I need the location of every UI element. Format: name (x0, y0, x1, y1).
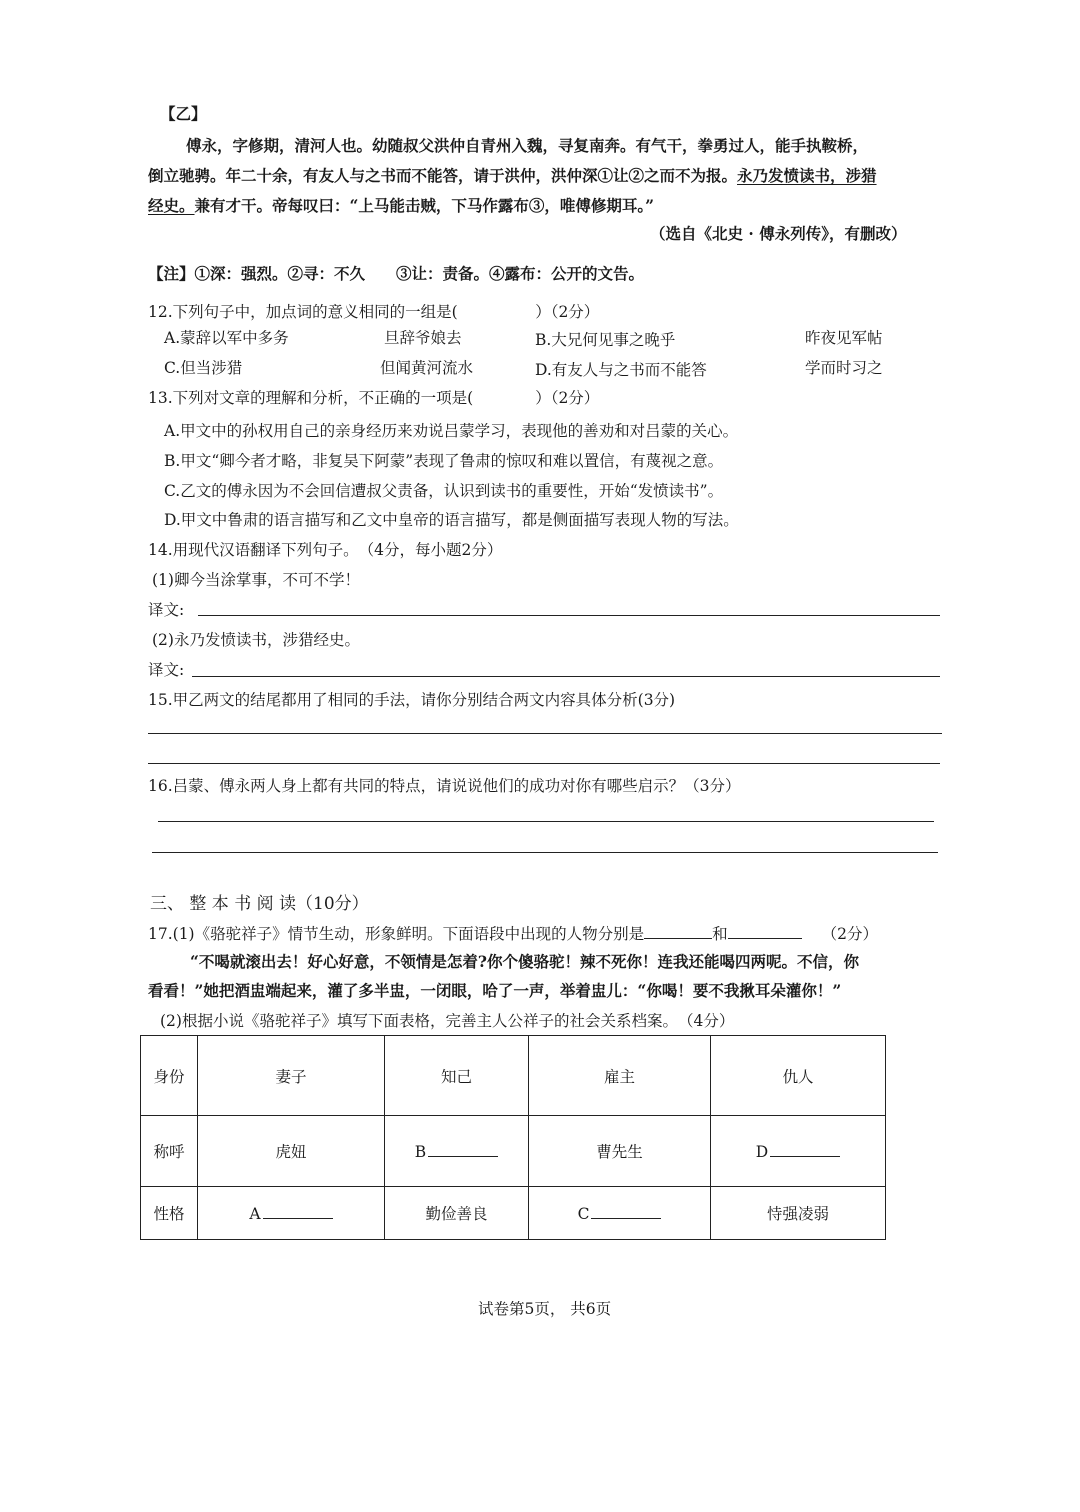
q14-stem: 14.用现代汉语翻译下列句子。 （4分，每小题2分） (148, 541, 503, 559)
q14-sentence-1: (1)卿今当涂掌事，不可不学！ (152, 571, 360, 589)
table-row-identity (141, 1036, 886, 1116)
passage-underlined-1: 永乃发愤读书，涉猎 (737, 166, 877, 185)
q15-answer-line-1[interactable] (148, 733, 942, 734)
q12-option-a-compare: 旦辞爷娘去 (384, 329, 462, 347)
q14-answer-line-2[interactable] (192, 676, 940, 677)
table-cell-a[interactable] (198, 1187, 385, 1240)
table-cell: 勤俭善良 (385, 1187, 529, 1240)
q17-part1-text: 17.(1)《骆驼祥子》情节生动，形象鲜明。下面语段中出现的人物分别是 (148, 925, 645, 943)
q15-stem: 15.甲乙两文的结尾都用了相同的手法，请你分别结合两文内容具体分析(3分) (148, 691, 676, 709)
passage-line-1: 傅永，字修期，清河人也。幼随叔父洪仲自青州入魏，寻复南奔。有气干，拳勇过人，能手执鞍桥， (186, 136, 869, 155)
q12-option-d: D.有友人与之书而不能答 (535, 361, 707, 379)
q12-option-b-compare: 昨夜见军帖 (805, 329, 883, 347)
q17-blank-1[interactable] (644, 922, 712, 939)
blank-line-d[interactable] (770, 1141, 840, 1157)
q17-part1-score: （2分） (821, 925, 878, 943)
section-yi-heading: 【乙】 (160, 104, 207, 123)
blank-label-a: A (249, 1205, 261, 1223)
table-cell: 虎妞 (198, 1116, 385, 1187)
table-cell: 恃强凌弱 (711, 1187, 886, 1240)
blank-line-b[interactable] (428, 1141, 498, 1157)
table-cell: 曹先生 (529, 1116, 711, 1187)
q17-quote-line-2: 看看！”她把酒盅端起来，灌了多半盅，一闭眼，哈了一声，举着盅儿：“你喝！要不我揪耳朵灌你！” (148, 981, 842, 1000)
q14-answer-line-1[interactable] (198, 615, 940, 616)
q12-option-c-compare: 但闻黄河流水 (380, 359, 474, 377)
blank-label-b: B (414, 1143, 427, 1161)
passage-line-2 (148, 166, 877, 186)
q12-option-d-compare: 学而时习之 (805, 359, 883, 377)
q14-sentence-2: (2)永乃发愤读书，涉猎经史。 (152, 631, 360, 649)
passage-line-3-text: 兼有才干。帝每叹曰：“上马能击贼，下马作露布③，唯傅修期耳。” (194, 196, 655, 215)
passage-line-2-text: 倒立驰骋。年二十余，有友人与之书而不能答，请于洪仲，洪仲深①让②之而不为报。 (148, 166, 738, 185)
q12-option-b: B.大兄何见事之晚乎 (535, 331, 676, 349)
q17-quote-line-1: “不喝就滚出去！好心好意，不领情是怎着?你个傻骆驼！辣不死你！连我还能喝四两呢。不信，你 (190, 952, 860, 971)
table-label-address: 称呼 (141, 1116, 198, 1187)
q17-blank-2[interactable] (728, 922, 802, 939)
q13-option-a: A.甲文中的孙权用自己的亲身经历来劝说吕蒙学习，表现他的善劝和对吕蒙的关心。 (164, 422, 739, 440)
q17-part1 (148, 922, 878, 944)
table-cell-b[interactable] (385, 1116, 529, 1187)
blank-line-a[interactable] (263, 1203, 333, 1219)
passage-line-3 (148, 196, 654, 216)
relationship-table (140, 1035, 886, 1240)
q13-option-c: C.乙文的傅永因为不会回信遭叔父责备，认识到读书的重要性，开始“发愤读书”。 (164, 482, 724, 500)
table-row-address (141, 1116, 886, 1187)
passage-note: 【注】①深：强烈。②寻：不久 ③让：责备。④露布：公开的文告。 (148, 264, 645, 283)
table-cell: 知己 (385, 1036, 529, 1116)
passage-underlined-2: 经史。 (148, 196, 195, 215)
table-cell: 仇人 (711, 1036, 886, 1116)
q12-option-c: C.但当涉猎 (164, 359, 243, 377)
blank-label-c: C (577, 1205, 590, 1223)
section-3-heading: 三、 整 本 书 阅 读（10分） (150, 894, 369, 914)
table-cell: 妻子 (198, 1036, 385, 1116)
q16-answer-line-1[interactable] (158, 821, 934, 822)
q13-option-d: D.甲文中鲁肃的语言描写和乙文中皇帝的语言描写，都是侧面描写表现人物的写法。 (164, 511, 739, 529)
table-cell-d[interactable] (711, 1116, 886, 1187)
q14-answer-label-1: 译文: (148, 601, 185, 619)
blank-label-d: D (755, 1143, 769, 1161)
table-label-identity: 身份 (141, 1036, 198, 1116)
q15-answer-line-2[interactable] (148, 763, 940, 764)
q17-and: 和 (712, 925, 728, 943)
table-row-character (141, 1187, 886, 1240)
q12-stem: 12.下列句子中，加点词的意义相同的一组是( ）（2分） (148, 303, 600, 321)
table-cell: 雇主 (529, 1036, 711, 1116)
q12-option-a: A.蒙辞以军中多务 (164, 329, 289, 347)
blank-line-c[interactable] (591, 1203, 661, 1219)
table-cell-c[interactable] (529, 1187, 711, 1240)
q13-option-b: B.甲文“卿今者才略，非复吴下阿蒙”表现了鲁肃的惊叹和难以置信，有蔑视之意。 (164, 452, 724, 470)
passage-source: （选自《北史 · 傅永列传》，有删改） (650, 224, 907, 243)
q16-stem: 16.吕蒙、傅永两人身上都有共同的特点，请说说他们的成功对你有哪些启示？（3分） (148, 777, 741, 795)
q17-part2: (2)根据小说《骆驼祥子》填写下面表格，完善主人公祥子的社会关系档案。 （4分） (160, 1012, 735, 1030)
table-label-character: 性格 (141, 1187, 198, 1240)
q14-answer-label-2: 译文: (148, 661, 185, 679)
q16-answer-line-2[interactable] (152, 852, 938, 853)
q13-stem: 13.下列对文章的理解和分析，不正确的一项是( ）（2分） (148, 389, 600, 407)
page-footer: 试卷第5页， 共6页 (478, 1300, 612, 1318)
